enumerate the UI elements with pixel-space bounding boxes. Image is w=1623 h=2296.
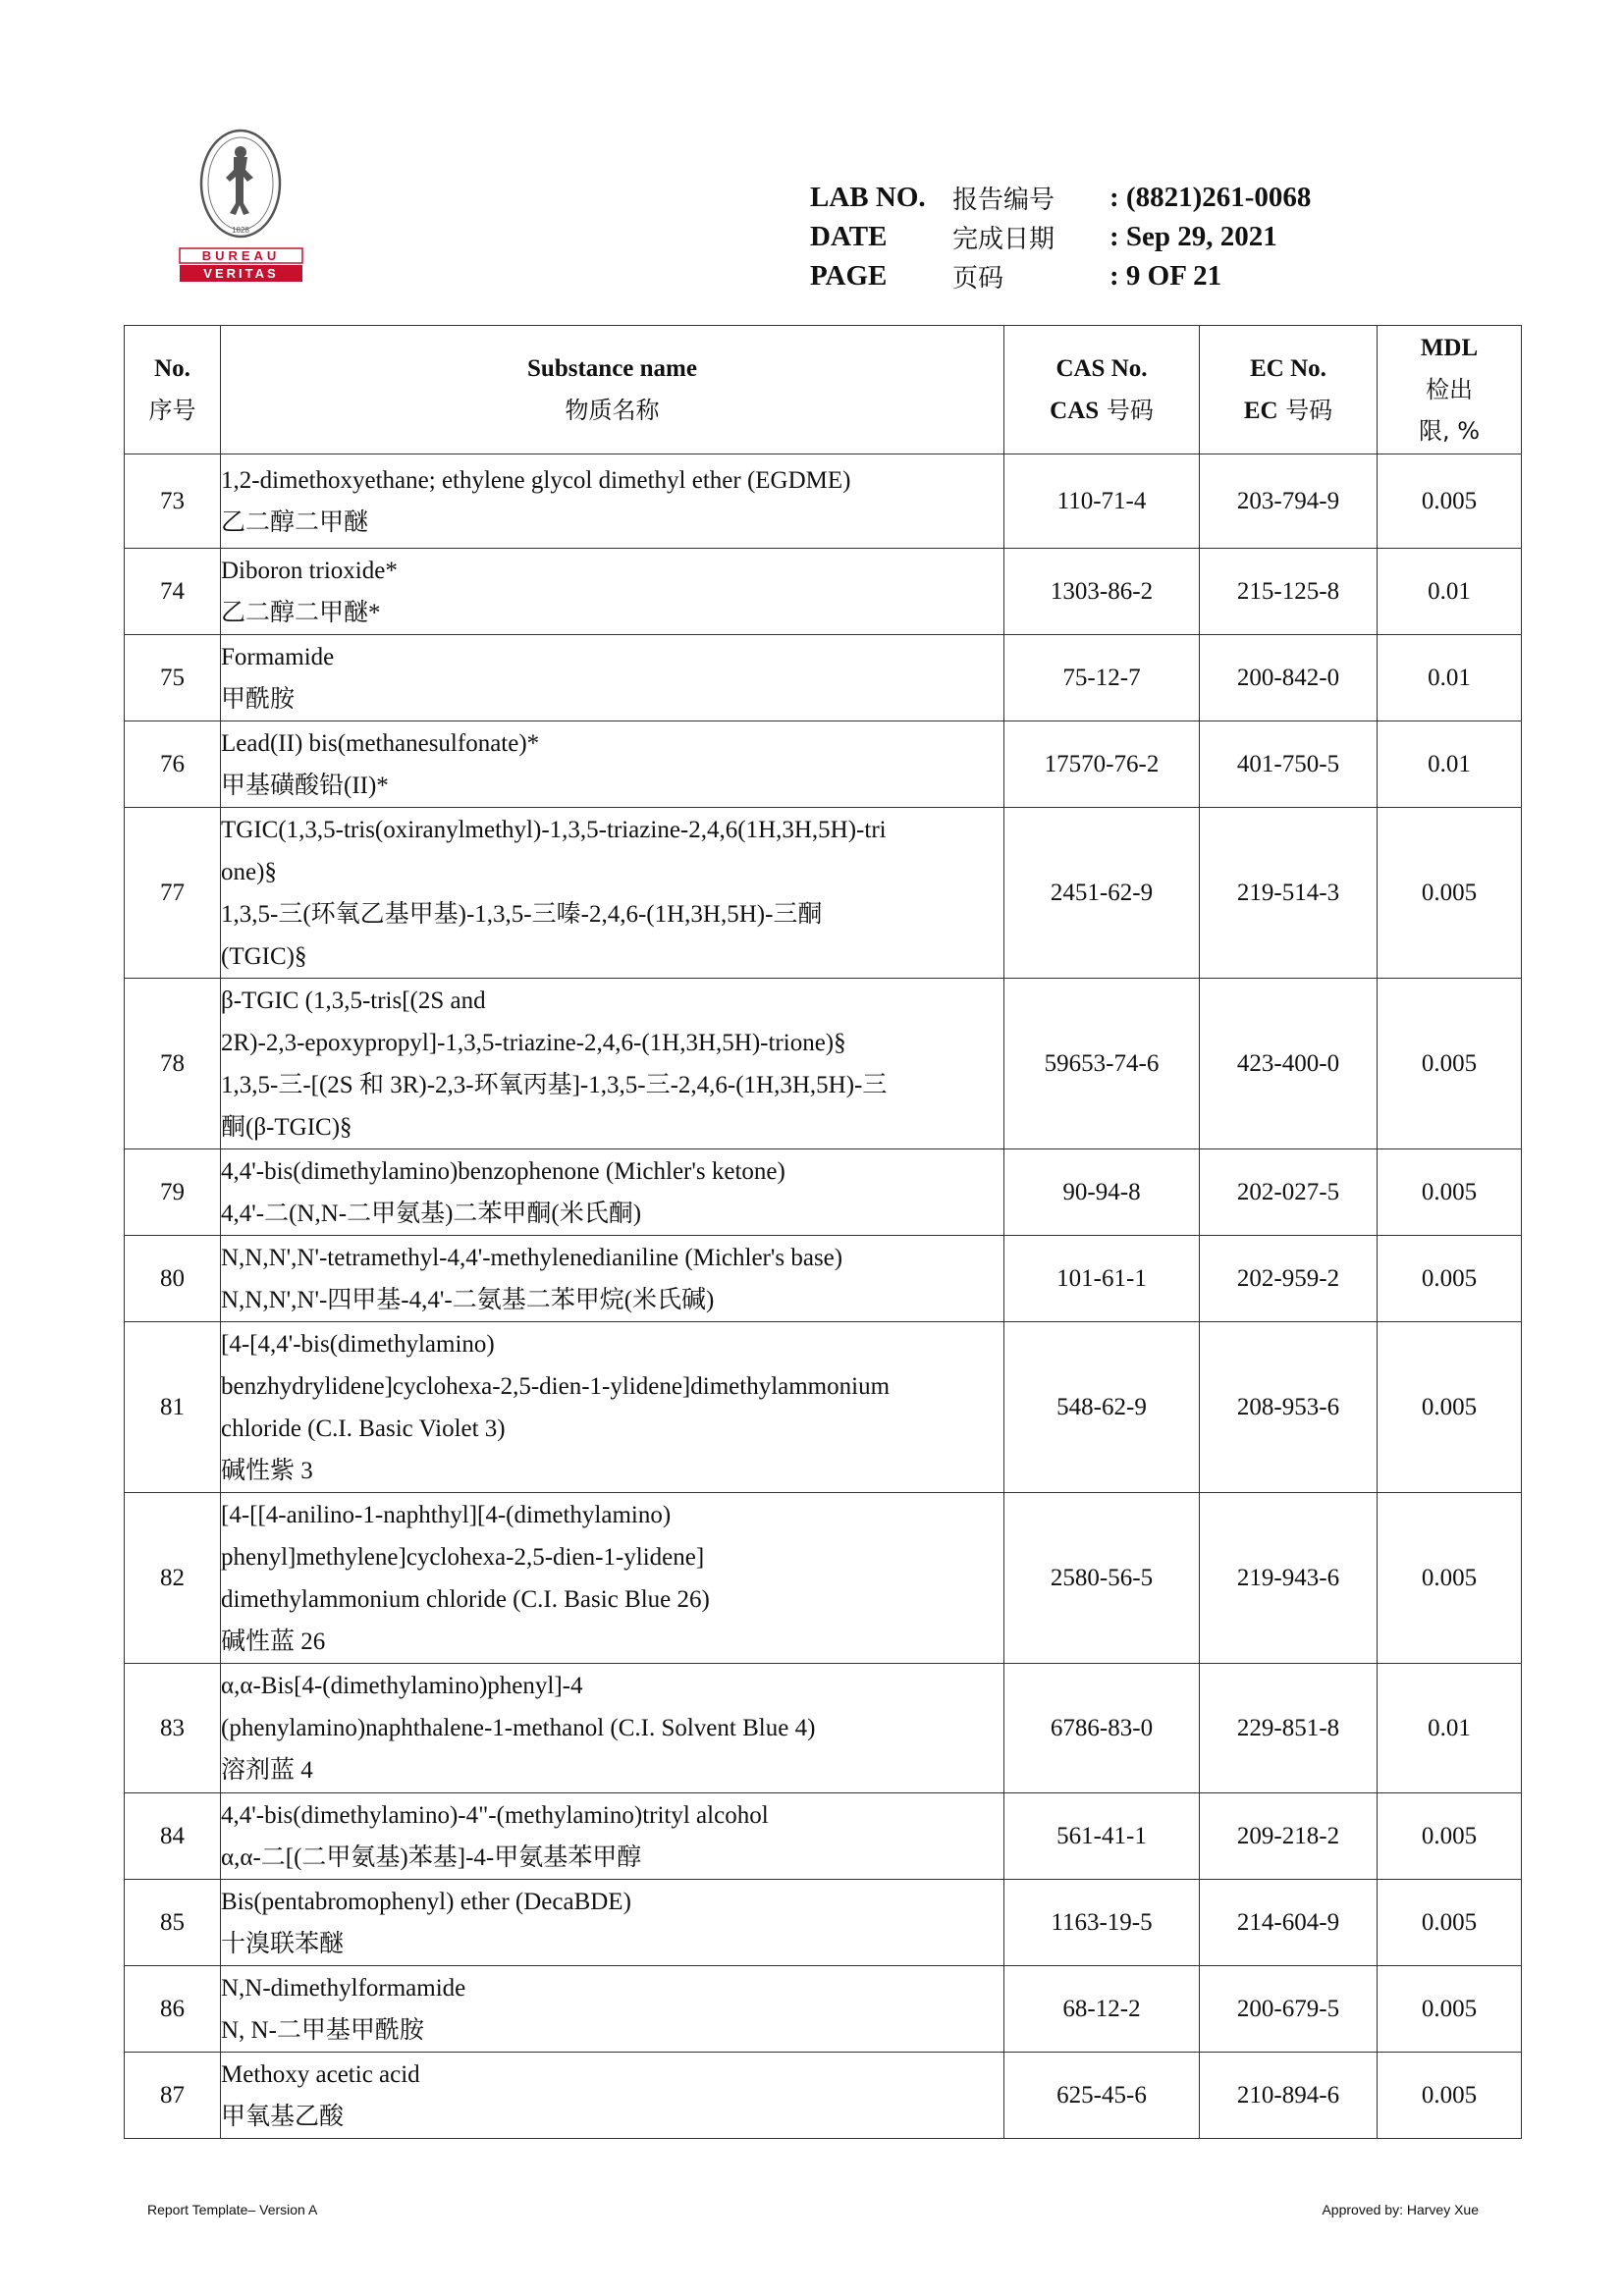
ec-number: 208-953-6 [1200, 1322, 1378, 1493]
ec-number: 219-943-6 [1200, 1493, 1378, 1664]
date-label-zh: 完成日期 [952, 224, 1055, 254]
ec-number: 200-842-0 [1200, 635, 1378, 721]
table-row [125, 1322, 1522, 1493]
date-row [810, 217, 1311, 256]
substance-name-cell [221, 2053, 1004, 2139]
substance-name-line: 十溴联苯醚 [221, 1930, 345, 1957]
substance-name-line: 4,4'-二(N,N-二甲氨基)二苯甲酮(米氏酮) [221, 1200, 642, 1227]
substance-table [124, 325, 1522, 2139]
report-header [810, 178, 1311, 295]
row-number: 84 [125, 1793, 221, 1880]
substance-name-line: 甲酰胺 [221, 685, 296, 713]
ec-number: 219-514-3 [1200, 808, 1378, 979]
table-row [125, 1880, 1522, 1966]
table-row [125, 1793, 1522, 1880]
table-row [125, 1493, 1522, 1664]
substance-name-cell [221, 635, 1004, 721]
substance-name-cell [221, 1322, 1004, 1493]
substance-name-line: TGIC(1,3,5-tris(oxiranylmethyl)-1,3,5-triazine-2,4,6(1H,3H,5H)-tri [221, 816, 887, 843]
page-value: : 9 OF 21 [1109, 259, 1222, 292]
substance-name-line: phenyl]methylene]cyclohexa-2,5-dien-1-ylidene] [221, 1543, 705, 1571]
col-name-header: Substance name 物质名称 [221, 326, 1004, 454]
row-number: 81 [125, 1322, 221, 1493]
table-row [125, 721, 1522, 808]
substance-name-line: β-TGIC (1,3,5-tris[(2S and [221, 987, 486, 1014]
substance-name-line: benzhydrylidene]cyclohexa-2,5-dien-1-ylidene]dimethylammonium [221, 1372, 891, 1400]
ec-number: 202-959-2 [1200, 1236, 1378, 1322]
table-row [125, 1966, 1522, 2053]
substance-name-line: 乙二醇二甲醚 [221, 508, 369, 536]
cas-number: 1303-86-2 [1004, 549, 1200, 635]
mdl-value: 0.005 [1378, 2053, 1522, 2139]
mdl-value: 0.005 [1378, 1880, 1522, 1966]
ec-number: 401-750-5 [1200, 721, 1378, 808]
ec-number: 210-894-6 [1200, 2053, 1378, 2139]
mdl-value: 0.005 [1378, 1966, 1522, 2053]
row-number: 77 [125, 808, 221, 979]
substance-name-line: 1,2-dimethoxyethane; ethylene glycol dimethyl ether (EGDME) [221, 466, 851, 494]
lab-no-row [810, 178, 1311, 217]
substance-name-line: Bis(pentabromophenyl) ether (DecaBDE) [221, 1888, 631, 1915]
col-no-header: No. 序号 [125, 326, 221, 454]
date-label: DATE [810, 220, 888, 252]
cas-number: 548-62-9 [1004, 1322, 1200, 1493]
substance-name-line: N,N,N',N'-tetramethyl-4,4'-methylenedianiline (Michler's base) [221, 1244, 843, 1271]
ec-number: 215-125-8 [1200, 549, 1378, 635]
substance-name-cell [221, 1493, 1004, 1664]
substance-name-line: α,α-二[(二甲氨基)苯基]-4-甲氨基苯甲醇 [221, 1843, 642, 1871]
substance-name-cell [221, 979, 1004, 1149]
substance-name-line: (TGIC)§ [221, 942, 307, 970]
table-row [125, 1149, 1522, 1236]
table-row [125, 549, 1522, 635]
page-label-zh: 页码 [952, 263, 1004, 294]
row-number: 76 [125, 721, 221, 808]
substance-name-line: 1,3,5-三(环氧乙基甲基)-1,3,5-三嗪-2,4,6-(1H,3H,5H)-三酮 [221, 900, 823, 928]
substance-name-line: dimethylammonium chloride (C.I. Basic Blue 26) [221, 1585, 710, 1613]
ec-number: 203-794-9 [1200, 454, 1378, 549]
ec-number: 229-851-8 [1200, 1664, 1378, 1793]
svg-text:BUREAU: BUREAU [201, 248, 281, 263]
cas-number: 68-12-2 [1004, 1966, 1200, 2053]
footer-template-version: Report Template– Version A [147, 2202, 318, 2217]
substance-name-cell [221, 808, 1004, 979]
substance-name-cell [221, 1236, 1004, 1322]
footer-approved-by: Approved by: Harvey Xue [1322, 2202, 1479, 2217]
substance-name-line: 酮(β-TGIC)§ [221, 1113, 352, 1141]
col-ec-header: EC No. EC 号码 [1200, 326, 1378, 454]
mdl-value: 0.01 [1378, 721, 1522, 808]
ec-number: 200-679-5 [1200, 1966, 1378, 2053]
cas-number: 101-61-1 [1004, 1236, 1200, 1322]
ec-number: 423-400-0 [1200, 979, 1378, 1149]
substance-name-line: 甲氧基乙酸 [221, 2103, 345, 2130]
cas-number: 75-12-7 [1004, 635, 1200, 721]
cas-number: 2451-62-9 [1004, 808, 1200, 979]
cas-number: 17570-76-2 [1004, 721, 1200, 808]
mdl-value: 0.005 [1378, 1236, 1522, 1322]
lab-no-label: LAB NO. [810, 181, 926, 213]
substance-name-line: Diboron trioxide* [221, 557, 398, 584]
cas-number: 90-94-8 [1004, 1149, 1200, 1236]
substance-name-line: α,α-Bis[4-(dimethylamino)phenyl]-4 [221, 1673, 583, 1699]
row-number: 80 [125, 1236, 221, 1322]
substance-name-line: N,N-dimethylformamide [221, 1974, 466, 2002]
cas-number: 6786-83-0 [1004, 1664, 1200, 1793]
row-number: 87 [125, 2053, 221, 2139]
row-number: 73 [125, 454, 221, 549]
table-row [125, 979, 1522, 1149]
mdl-value: 0.005 [1378, 979, 1522, 1149]
page-label: PAGE [810, 259, 888, 292]
substance-name-line: 甲基磺酸铅(II)* [221, 772, 389, 799]
row-number: 85 [125, 1880, 221, 1966]
row-number: 78 [125, 979, 221, 1149]
table-row [125, 2053, 1522, 2139]
row-number: 86 [125, 1966, 221, 2053]
substance-name-line: [4-[[4-anilino-1-naphthyl][4-(dimethylamino) [221, 1501, 672, 1528]
substance-name-cell [221, 1149, 1004, 1236]
cas-number: 625-45-6 [1004, 2053, 1200, 2139]
substance-name-line: 4,4'-bis(dimethylamino)-4"-(methylamino)trityl alcohol [221, 1801, 769, 1829]
table-row [125, 454, 1522, 549]
substance-name-cell [221, 454, 1004, 549]
substance-name-line: Methoxy acetic acid [221, 2060, 420, 2088]
lab-no-label-zh: 报告编号 [952, 185, 1055, 215]
svg-text:VERITAS: VERITAS [203, 266, 279, 281]
table-row [125, 1664, 1522, 1793]
substance-name-cell [221, 549, 1004, 635]
cas-number: 59653-74-6 [1004, 979, 1200, 1149]
table-header-row [125, 326, 1522, 454]
cas-number: 561-41-1 [1004, 1793, 1200, 1880]
substance-name-line: Formamide [221, 643, 335, 670]
substance-name-line: N, N-二甲基甲酰胺 [221, 2016, 424, 2044]
substance-name-line: chloride (C.I. Basic Violet 3) [221, 1415, 506, 1442]
mdl-value: 0.01 [1378, 1664, 1522, 1793]
page-row [810, 256, 1311, 295]
table-row [125, 635, 1522, 721]
cas-number: 2580-56-5 [1004, 1493, 1200, 1664]
substance-name-line: (phenylamino)naphthalene-1-methanol (C.I. Solvent Blue 4) [221, 1715, 816, 1741]
mdl-value: 0.01 [1378, 635, 1522, 721]
bureau-veritas-logo [175, 123, 307, 285]
cas-number: 1163-19-5 [1004, 1880, 1200, 1966]
row-number: 74 [125, 549, 221, 635]
row-number: 75 [125, 635, 221, 721]
ec-number: 202-027-5 [1200, 1149, 1378, 1236]
substance-name-line: 碱性紫 3 [221, 1457, 313, 1484]
date-value: : Sep 29, 2021 [1109, 220, 1277, 252]
mdl-value: 0.005 [1378, 1322, 1522, 1493]
row-number: 83 [125, 1664, 221, 1793]
col-mdl-header: MDL 检出 限, % [1378, 326, 1522, 454]
ec-number: 209-218-2 [1200, 1793, 1378, 1880]
mdl-value: 0.01 [1378, 549, 1522, 635]
substance-name-line: 4,4'-bis(dimethylamino)benzophenone (Michler's ketone) [221, 1157, 785, 1185]
substance-name-cell [221, 1664, 1004, 1793]
substance-name-line: 2R)-2,3-epoxypropyl]-1,3,5-triazine-2,4,6-(1H,3H,5H)-trione)§ [221, 1029, 846, 1056]
table-row [125, 808, 1522, 979]
substance-name-line: 碱性蓝 26 [221, 1628, 326, 1655]
row-number: 82 [125, 1493, 221, 1664]
substance-name-line: Lead(II) bis(methanesulfonate)* [221, 729, 540, 757]
substance-name-line: 乙二醇二甲醚* [221, 599, 381, 626]
mdl-value: 0.005 [1378, 808, 1522, 979]
substance-name-line: 溶剂蓝 4 [221, 1757, 313, 1784]
substance-name-cell [221, 1880, 1004, 1966]
table-row [125, 1236, 1522, 1322]
substance-name-cell [221, 721, 1004, 808]
cas-number: 110-71-4 [1004, 454, 1200, 549]
substance-name-cell [221, 1966, 1004, 2053]
mdl-value: 0.005 [1378, 1149, 1522, 1236]
svg-text:1828: 1828 [232, 226, 249, 235]
lab-no-value: : (8821)261-0068 [1109, 181, 1312, 213]
substance-name-line: [4-[4,4'-bis(dimethylamino) [221, 1330, 495, 1358]
mdl-value: 0.005 [1378, 454, 1522, 549]
substance-name-line: 1,3,5-三-[(2S 和 3R)-2,3-环氧丙基]-1,3,5-三-2,4,6-(1H,3H,5H)-三 [221, 1071, 888, 1098]
mdl-value: 0.005 [1378, 1493, 1522, 1664]
substance-name-cell [221, 1793, 1004, 1880]
col-cas-header: CAS No. CAS 号码 [1004, 326, 1200, 454]
row-number: 79 [125, 1149, 221, 1236]
substance-name-line: N,N,N',N'-四甲基-4,4'-二氨基二苯甲烷(米氏碱) [221, 1286, 715, 1313]
ec-number: 214-604-9 [1200, 1880, 1378, 1966]
mdl-value: 0.005 [1378, 1793, 1522, 1880]
substance-name-line: one)§ [221, 858, 277, 885]
